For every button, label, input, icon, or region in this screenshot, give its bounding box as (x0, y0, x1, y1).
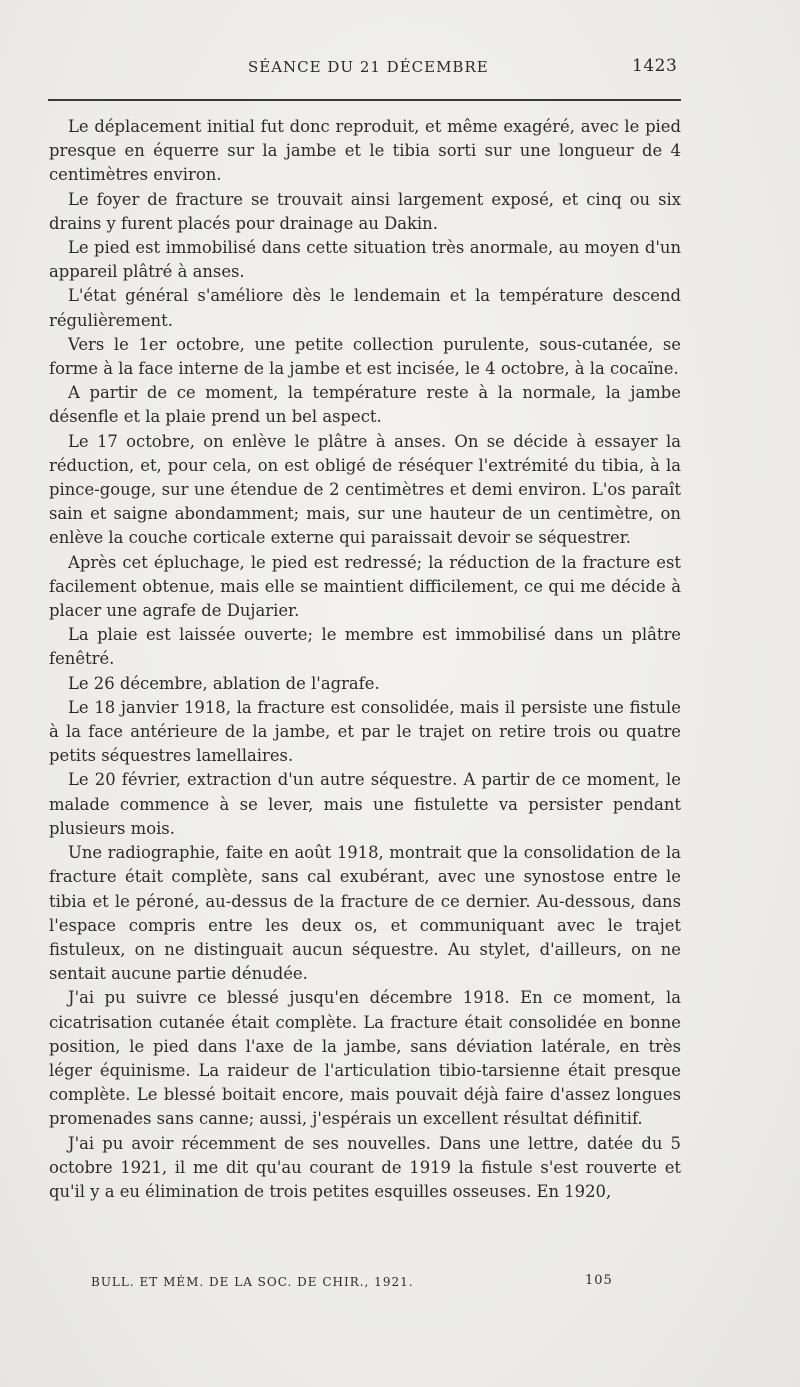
paragraph: Le foyer de fracture se trouvait ainsi largement exposé, et cinq ou six drains y furent placés pour drainage au Dakin. (49, 189, 681, 233)
paragraph: Le 17 octobre, on enlève le plâtre à anses. On se décide à essayer la réduction, et, pour cela, on est obligé de réséquer l'extrémité du tibia, à la pince-gouge, sur une étendue de 2 centimètres et demi environ. L'os paraît sain et saigne abondamment; mais, sur une hauteur de un centimètre, on enlève la couche corticale externe qui paraissait devoir se séquestrer. (49, 431, 681, 548)
page-number: 1423 (632, 56, 678, 76)
paragraph: J'ai pu suivre ce blessé jusqu'en décembre 1918. En ce moment, la cicatrisation cutanée était complète. La fracture était consolidée en bonne position, le pied dans l'axe de la jambe, sans déviation latérale, en très léger équinisme. La raideur de l'articulation tibio-tarsienne était presque complète. Le blessé boitait encore, mais pouvait déjà faire d'assez longues promenades sans canne; aussi, j'espérais un excellent résultat définitif. (49, 988, 681, 1129)
paragraph: Le 26 décembre, ablation de l'agrafe. (68, 673, 380, 693)
page-footer (0, 1273, 800, 1295)
paragraph: L'état général s'améliore dès le lendemain et la température descend régulièrement. (49, 286, 681, 330)
paragraph: Une radiographie, faite en août 1918, montrait que la consolidation de la fracture était complète, sans cal exubérant, avec une synostose entre le tibia et le péroné, au-dessus de la fracture de ce dernier. Au-dessous, dans l'espace compris entre les deux os, et communiquant avec le trajet fistuleux, on ne distinguait aucun séquestre. Au stylet, d'ailleurs, on ne sentait aucune partie dénudée. (49, 843, 681, 984)
journal-citation: BULL. ET MÉM. DE LA SOC. DE CHIR., 1921. (91, 1275, 414, 1289)
header-rule (48, 99, 681, 101)
paragraph: Le pied est immobilisé dans cette situation très anormale, au moyen d'un appareil plâtré à anses. (49, 238, 681, 282)
body-text (49, 115, 681, 1204)
paragraph: Le 18 janvier 1918, la fracture est consolidée, mais il persiste une fistule à la face antérieure de la jambe, et par le trajet on retire trois ou quatre petits séquestres lamellaires. (49, 697, 681, 766)
paragraph: A partir de ce moment, la température reste à la normale, la jambe désenfle et la plaie prend un bel aspect. (49, 383, 681, 427)
paragraph: J'ai pu avoir récemment de ses nouvelles. Dans une lettre, datée du 5 octobre 1921, il me dit qu'au courant de 1919 la fistule s'est rouverte et qu'il y a eu élimination de trois petites esquilles osseuses. En 1920, (49, 1133, 681, 1201)
paragraph: Après cet épluchage, le pied est redressé; la réduction de la fracture est facilement obtenue, mais elle se maintient difficilement, ce qui me décide à placer une agrafe de Dujarier. (49, 552, 681, 621)
paragraph: La plaie est laissée ouverte; le membre est immobilisé dans un plâtre fenêtré. (49, 625, 681, 669)
paragraph: Vers le 1er octobre, une petite collection purulente, sous-cutanée, se forme à la face interne de la jambe et est incisée, le 4 octobre, à la cocaïne. (49, 334, 681, 379)
paragraph: Le 20 février, extraction d'un autre séquestre. A partir de ce moment, le malade commence à se lever, mais une fistulette va persister pendant plusieurs mois. (49, 770, 681, 838)
paragraph: Le déplacement initial fut donc reproduit, et même exagéré, avec le pied presque en équerre sur la jambe et le tibia sorti sur une longueur de 4 centimètres environ. (49, 117, 681, 185)
running-header (0, 58, 800, 82)
running-title: SÉANCE DU 21 DÉCEMBRE (248, 58, 489, 76)
sheet-number: 105 (585, 1273, 613, 1288)
